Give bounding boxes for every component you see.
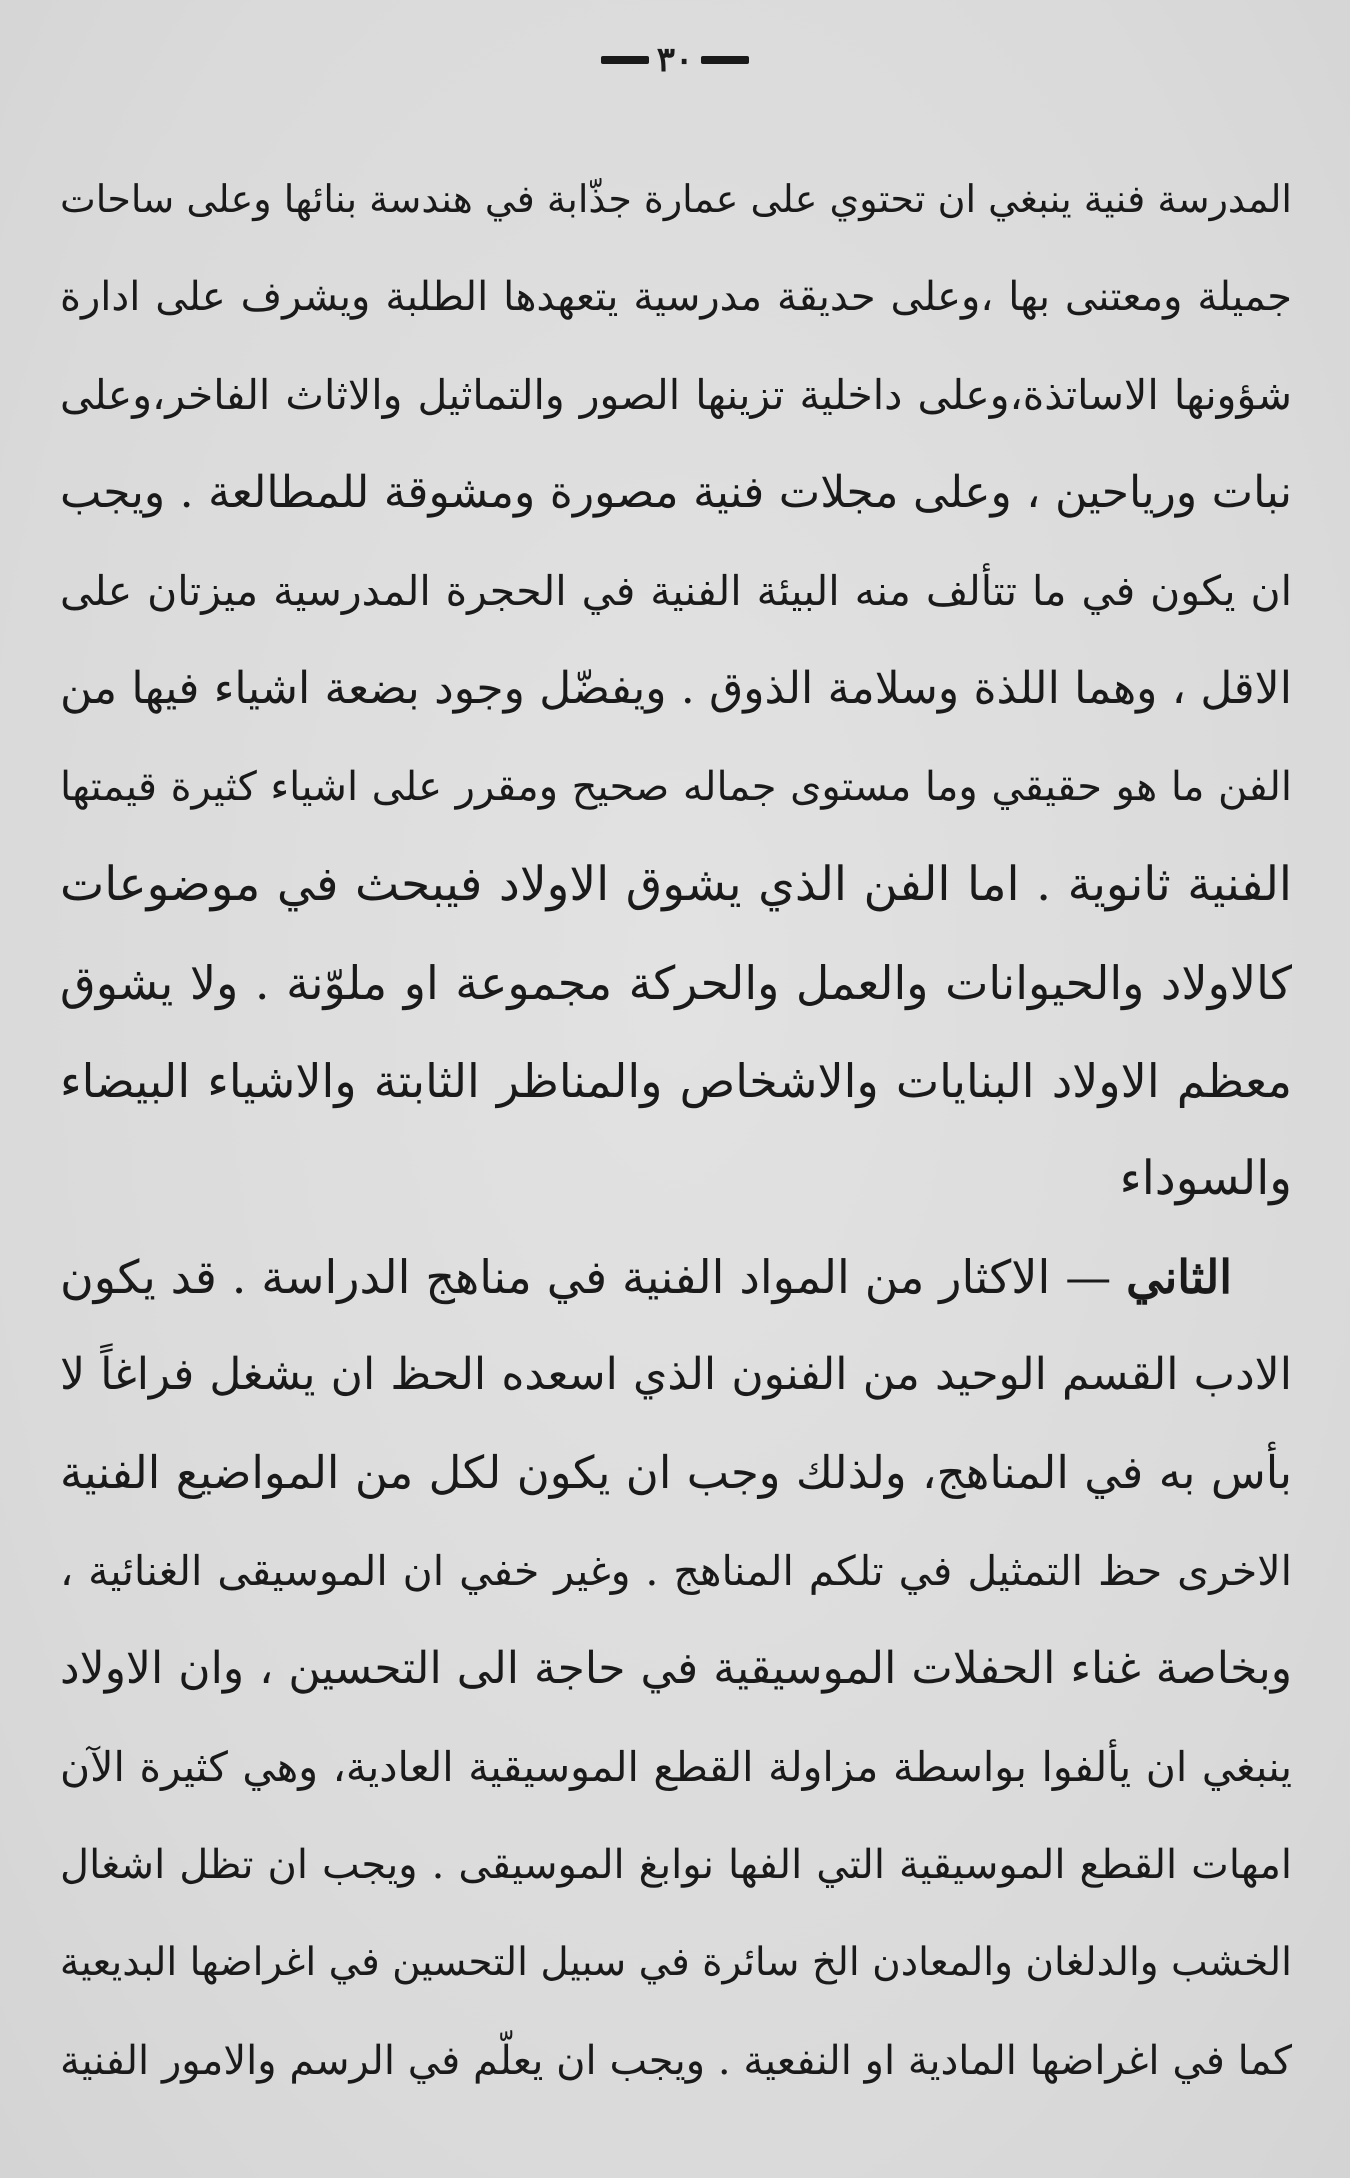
body-text	[60, 150, 1292, 2110]
text-line: بأس به في المناهج، ولذلك وجب ان يكون لكل من المواضيع الفنية	[60, 1446, 1292, 1499]
text-line: امهات القطع الموسيقية التي الفها نوابغ الموسيقى . ويجب ان تظل اشغال	[60, 1842, 1292, 1888]
text-line: ان يكون في ما تتألف منه البيئة الفنية في الحجرة المدرسية ميزتان على	[60, 567, 1292, 615]
text-line: معظم الاولاد البنايات والاشخاص والمناظر الثابتة والاشياء البيضاء	[60, 1054, 1292, 1108]
page-number: ٣٠	[656, 40, 694, 80]
text-line-with-heading	[60, 1228, 1292, 1326]
text-line: وبخاصة غناء الحفلات الموسيقية في حاجة الى التحسين ، وان الاولاد	[60, 1643, 1292, 1694]
text-line: ينبغي ان يألفوا بواسطة مزاولة القطع الموسيقية العادية، وهي كثيرة الآن	[60, 1743, 1292, 1791]
text-line: نبات ورياحين ، وعلى مجلات فنية مصورة ومشوقة للمطالعة . ويجب	[60, 467, 1292, 518]
text-line: الاخرى حظ التمثيل في تلكم المناهج . وغير خفي ان الموسيقى الغنائية ،	[60, 1547, 1292, 1595]
text-line: جميلة ومعتنى بها ،وعلى حديقة مدرسية يتعهدها الطلبة ويشرف على ادارة	[60, 274, 1292, 320]
heading-line-text: — الاكثار من المواد الفنية في مناهج الدراسة . قد يكون	[60, 1250, 1112, 1304]
text-line: المدرسة فنية ينبغي ان تحتوي على عمارة جذّابة في هندسة بنائها وعلى ساحات	[60, 177, 1292, 221]
paragraph-heading: الثاني	[1126, 1250, 1232, 1304]
paragraph-2	[60, 1228, 1292, 2110]
text-line: كالاولاد والحيوانات والعمل والحركة مجموعة او ملوّنة . ولا يشوق	[60, 956, 1292, 1010]
header-rule-left	[601, 56, 649, 64]
page-header	[0, 40, 1350, 80]
text-line: الفنية ثانوية . اما الفن الذي يشوق الاولاد فيبحث في موضوعات	[60, 857, 1292, 912]
header-rule-right	[701, 56, 749, 64]
text-line: الفن ما هو حقيقي وما مستوى جماله صحيح ومقرر على اشياء كثيرة قيمتها	[60, 764, 1292, 810]
text-line: الاقل ، وهما اللذة وسلامة الذوق . ويفضّل وجود بضعة اشياء فيها من	[60, 663, 1292, 714]
text-line: شؤونها الاساتذة،وعلى داخلية تزينها الصور والتماثيل والاثاث الفاخر،وعلى	[60, 371, 1292, 419]
text-line: والسوداء	[1119, 1151, 1292, 1206]
paragraph-1	[60, 150, 1292, 1228]
text-line: كما في اغراضها المادية او النفعية . ويجب ان يعلّم في الرسم والامور الفنية	[60, 2038, 1292, 2084]
text-line: الادب القسم الوحيد من الفنون الذي اسعده الحظ ان يشغل فراغاً لا	[60, 1349, 1292, 1400]
text-line: الخشب والدلغان والمعادن الخ سائرة في سبيل التحسين في اغراضها البديعية	[60, 1940, 1292, 1985]
